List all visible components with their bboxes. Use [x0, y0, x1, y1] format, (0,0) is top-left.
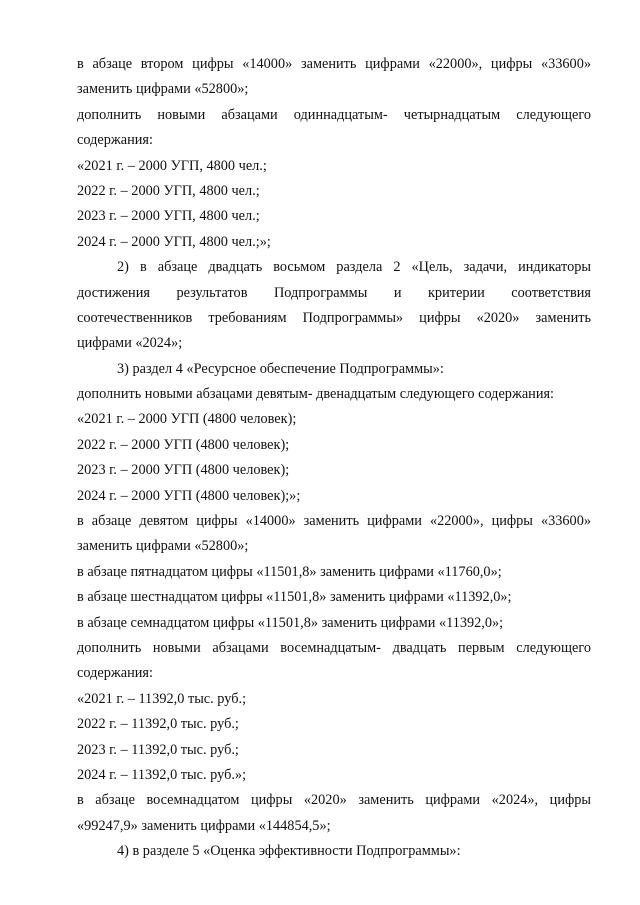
- text-line: заменить цифрами «52800»;: [77, 81, 249, 98]
- document-body: [77, 52, 591, 865]
- text-line: дополнить новыми абзацами восемнадцатым- двадцать первым следующего: [77, 639, 591, 656]
- text-line: «2021 г. – 2000 УГП, 4800 чел.;: [77, 157, 267, 174]
- text-line: «99247,9» заменить цифрами «144854,5»;: [77, 817, 331, 834]
- text-line: 2022 г. – 2000 УГП, 4800 чел.;: [77, 182, 260, 199]
- text-line: 3) раздел 4 «Ресурсное обеспечение Подпрограммы»:: [117, 360, 444, 377]
- text-line: дополнить новыми абзацами одиннадцатым- четырнадцатым следующего: [77, 106, 591, 123]
- text-line: 2024 г. – 2000 УГП, 4800 чел.;»;: [77, 233, 271, 250]
- text-line: 2022 г. – 2000 УГП (4800 человек);: [77, 436, 290, 453]
- text-line: соотечественников требованиям Подпрограммы» цифры «2020» заменить: [77, 309, 591, 326]
- text-line: заменить цифрами «52800»;: [77, 538, 249, 555]
- text-line: в абзаце шестнадцатом цифры «11501,8» заменить цифрами «11392,0»;: [77, 589, 512, 606]
- text-line: 2) в абзаце двадцать восьмом раздела 2 «Цель, задачи, индикаторы: [117, 259, 591, 276]
- text-line: 4) в разделе 5 «Оценка эффективности Подпрограммы»:: [117, 843, 461, 860]
- text-line: 2022 г. – 11392,0 тыс. руб.;: [77, 716, 239, 733]
- text-line: 2023 г. – 2000 УГП, 4800 чел.;: [77, 208, 260, 225]
- text-line: 2023 г. – 2000 УГП (4800 человек);: [77, 462, 290, 479]
- text-line: дополнить новыми абзацами девятым- двенадцатым следующего содержания:: [77, 386, 555, 403]
- text-line: содержания:: [77, 132, 153, 149]
- text-line: «2021 г. – 2000 УГП (4800 человек);: [77, 411, 297, 428]
- text-line: в абзаце втором цифры «14000» заменить цифрами «22000», цифры «33600»: [77, 56, 591, 72]
- text-line: в абзаце пятнадцатом цифры «11501,8» заменить цифрами «11760,0»;: [77, 563, 502, 580]
- text-line: 2024 г. – 11392,0 тыс. руб.»;: [77, 766, 247, 783]
- text-line: в абзаце девятом цифры «14000» заменить цифрами «22000», цифры «33600»: [77, 513, 591, 530]
- text-line: в абзаце семнадцатом цифры «11501,8» заменить цифрами «11392,0»;: [77, 614, 504, 631]
- text-line: цифрами «2024»;: [77, 335, 183, 352]
- text-line: достижения результатов Подпрограммы и критерии соответствия: [77, 284, 591, 301]
- text-line: содержания:: [77, 665, 153, 682]
- text-line: 2024 г. – 2000 УГП (4800 человек);»;: [77, 487, 301, 504]
- text-line: «2021 г. – 11392,0 тыс. руб.;: [77, 690, 247, 707]
- text-line: в абзаце восемнадцатом цифры «2020» заменить цифрами «2024», цифры: [77, 792, 591, 809]
- text-line: 2023 г. – 11392,0 тыс. руб.;: [77, 741, 239, 758]
